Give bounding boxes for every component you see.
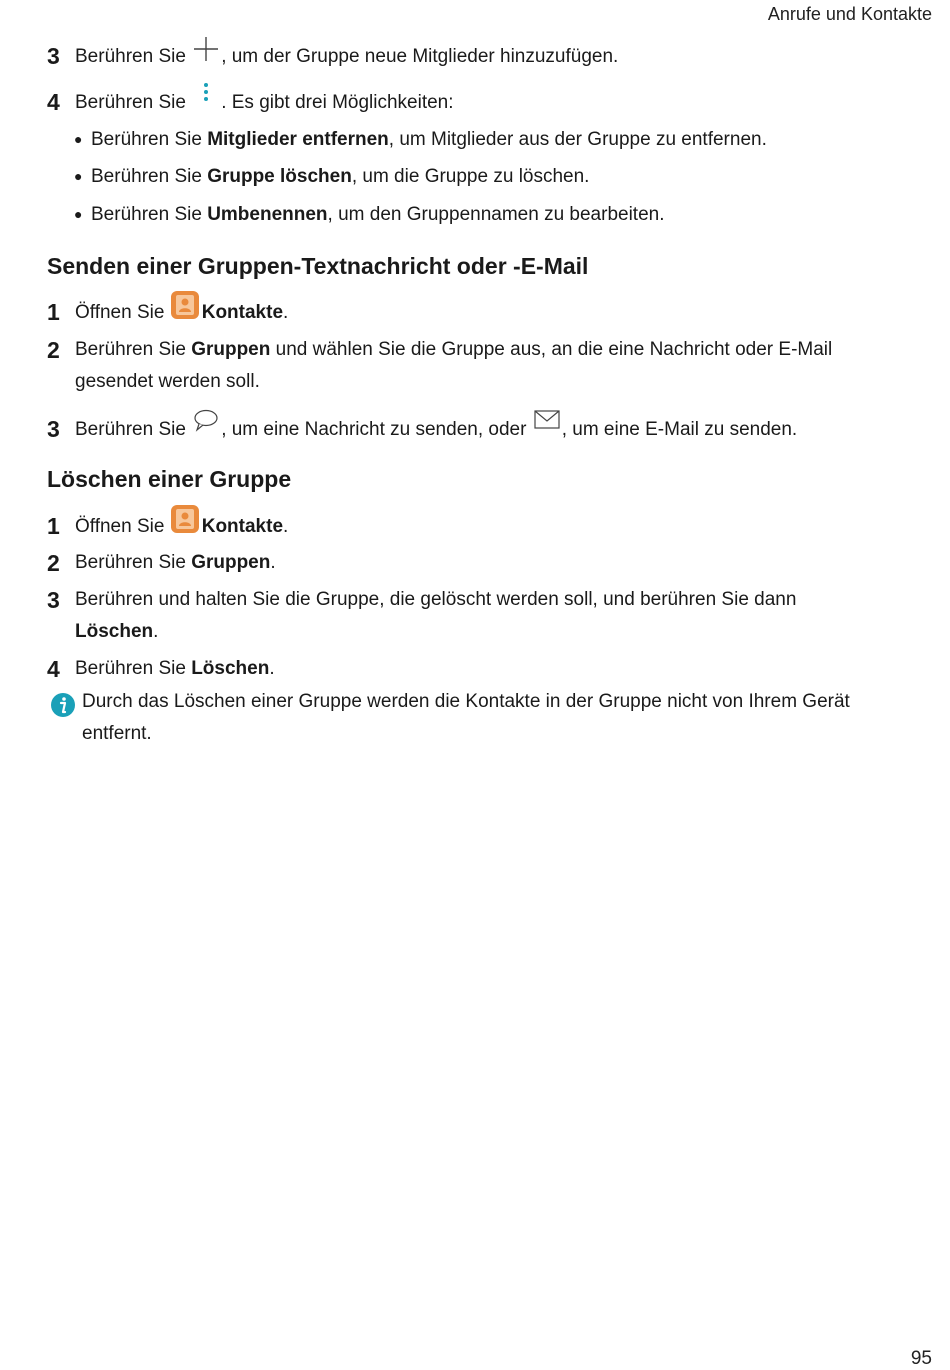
step-text-post: und wählen Sie die Gruppe aus, an die eine Nachricht oder E-Mail	[270, 339, 833, 360]
step-text-bold: Kontakte	[201, 516, 284, 537]
section-heading-send: Senden einer Gruppen-Textnachricht oder -E-Mail	[47, 253, 589, 279]
step-text-pre: Berühren Sie	[75, 419, 186, 440]
step-send-message	[47, 413, 910, 446]
more-vertical-icon	[191, 86, 221, 112]
plus-icon	[191, 40, 221, 66]
option-text-bold: Mitglieder entfernen	[207, 129, 389, 150]
bullet-icon: ●	[74, 206, 83, 222]
contacts-app-icon	[170, 296, 202, 322]
step-number: 1	[47, 299, 60, 325]
step-number: 2	[47, 337, 60, 363]
step-number: 4	[47, 656, 60, 682]
step-number: 3	[47, 587, 60, 613]
step-tap-groups	[47, 547, 910, 579]
step-select-group	[47, 334, 910, 398]
step-text-post: .	[283, 302, 289, 323]
option-text-post: , um Mitglieder aus der Gruppe zu entfernen.	[388, 129, 767, 150]
option-delete-group	[74, 160, 910, 193]
bullet-icon: ●	[74, 131, 83, 147]
page-number: 95	[910, 1348, 932, 1369]
step-text-bold: Gruppen	[191, 552, 271, 573]
step-text-pre: Berühren Sie	[75, 92, 186, 113]
chapter-header: Anrufe und Kontakte	[767, 4, 932, 24]
step-text-mid: , um eine Nachricht zu senden, oder	[221, 419, 527, 440]
step-text-pre: Berühren Sie	[75, 46, 186, 67]
step-text-pre: Öffnen Sie	[75, 516, 165, 537]
option-text-pre: Berühren Sie	[91, 204, 208, 225]
message-bubble-icon	[191, 413, 221, 439]
step-open-contacts	[47, 296, 910, 329]
option-text-post: , um die Gruppe zu löschen.	[351, 166, 590, 187]
option-text-pre: Berühren Sie	[91, 166, 208, 187]
option-remove-members	[74, 123, 910, 156]
note-line1: Durch das Löschen einer Gruppe werden die Kontakte in der Gruppe nicht von Ihrem Gerät	[82, 691, 850, 712]
step-hold-group	[47, 584, 910, 648]
note-line2: entfernt.	[82, 723, 152, 744]
option-text-post: , um den Gruppennamen zu bearbeiten.	[327, 204, 665, 225]
step-number: 2	[47, 550, 60, 576]
step-text-post: .	[270, 552, 276, 573]
step-number: 3	[47, 43, 60, 69]
step-text-bold: Löschen	[75, 621, 154, 642]
step-text-post: , um eine E-Mail zu senden.	[561, 419, 798, 440]
step-text-pre: Öffnen Sie	[75, 302, 165, 323]
step-text-post: .	[269, 658, 275, 679]
step-text-pre: Berühren und halten Sie die Gruppe, die gelöscht werden soll, und berühren Sie dann	[75, 589, 797, 610]
step-text-bold: Kontakte	[201, 302, 284, 323]
step-number: 1	[47, 513, 60, 539]
step-text-post: , um der Gruppe neue Mitglieder hinzuzufügen.	[221, 46, 619, 67]
option-text-bold: Gruppe löschen	[207, 166, 352, 187]
step-more-options	[47, 86, 910, 119]
info-icon	[50, 692, 76, 729]
option-text-bold: Umbenennen	[207, 204, 328, 225]
step-confirm-delete	[47, 653, 910, 685]
step-open-contacts-delete	[47, 510, 910, 543]
option-text-pre: Berühren Sie	[91, 129, 208, 150]
step-add-members	[47, 40, 910, 73]
step-text-pre: Berühren Sie	[75, 552, 192, 573]
step-text-pre: Berühren Sie	[75, 658, 192, 679]
email-envelope-icon	[532, 413, 562, 439]
step-text-post: .	[153, 621, 159, 642]
step-text-bold: Gruppen	[191, 339, 271, 360]
step-number: 4	[47, 89, 60, 115]
option-rename	[74, 198, 910, 231]
contacts-app-icon	[170, 510, 202, 536]
step-text-post: .	[283, 516, 289, 537]
step-text-line2: gesendet werden soll.	[75, 371, 260, 392]
info-note	[50, 686, 910, 750]
step-text-post: . Es gibt drei Möglichkeiten:	[221, 92, 454, 113]
step-text-pre: Berühren Sie	[75, 339, 192, 360]
section-heading-delete: Löschen einer Gruppe	[47, 466, 292, 492]
bullet-icon: ●	[74, 168, 83, 184]
step-number: 3	[47, 416, 60, 442]
step-text-bold: Löschen	[191, 658, 270, 679]
